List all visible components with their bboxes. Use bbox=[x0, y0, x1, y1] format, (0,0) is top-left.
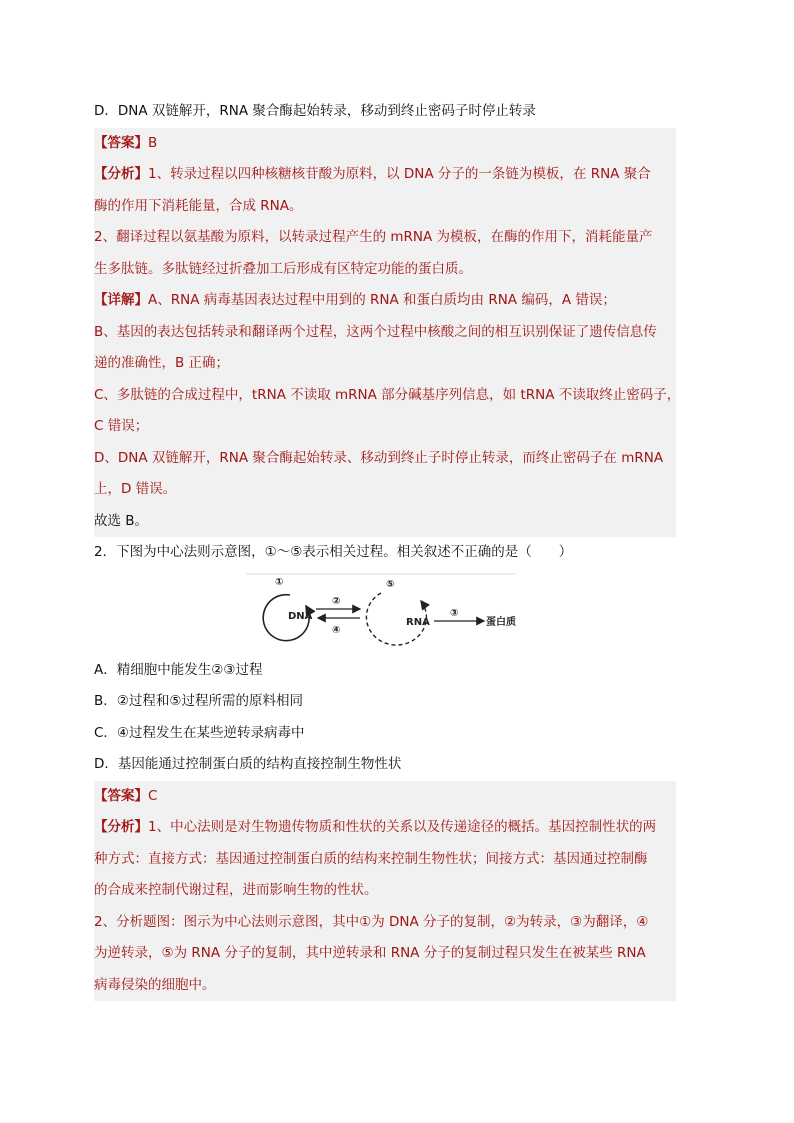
analysis-text: 1、中心法则是对生物遗传物质和性状的关系以及传递途径的概括。基因控制性状的两 bbox=[148, 819, 657, 835]
answer-value: C bbox=[148, 787, 158, 804]
q1-detail-line-1 bbox=[94, 285, 676, 317]
q1-analysis-line-4: 生多肽链。多肽链经过折叠加工后形成有区特定功能的蛋白质。 bbox=[94, 260, 472, 277]
detail-text: A、RNA 病毒基因表达过程中用到的 RNA 和蛋白质均由 RNA 编码，A 错误； bbox=[148, 292, 616, 308]
q2-option-c: C．④过程发生在某些逆转录病毒中 bbox=[94, 724, 305, 741]
label-process-3: ③ bbox=[450, 607, 459, 619]
label-process-5: ⑤ bbox=[386, 578, 395, 590]
rna-label: RNA bbox=[406, 616, 430, 628]
label-process-4: ④ bbox=[332, 624, 341, 636]
answer-tag: 【答案】 bbox=[94, 134, 148, 151]
q1-detail-line-3: 递的准确性，B 正确； bbox=[94, 355, 230, 371]
q2-analysis-line-5: 为逆转录，⑤为 RNA 分子的复制，其中逆转录和 RNA 分子的复制过程只发生在被某些 RNA bbox=[94, 945, 646, 961]
answer-value: B bbox=[148, 134, 158, 151]
analysis-tag: 【分析】 bbox=[94, 166, 148, 182]
q2-option-b: B．②过程和⑤过程所需的原料相同 bbox=[94, 693, 303, 709]
document-page bbox=[94, 96, 681, 1001]
q2-analysis-line-1 bbox=[94, 812, 676, 844]
q2-analysis-line-3: 的合成来控制代谢过程，进而影响生物的性状。 bbox=[94, 882, 378, 898]
q1-detail-line-2: B、基因的表达包括转录和翻译两个过程，这两个过程中核酸之间的相互识别保证了遗传信息传 bbox=[94, 323, 657, 340]
q1-solution-block bbox=[94, 128, 681, 538]
q1-detail-line-6: D、DNA 双链解开，RNA 聚合酶起始转录、移动到终止子时停止转录，而终止密码子在 mRNA bbox=[94, 449, 664, 466]
analysis-tag: 【分析】 bbox=[94, 819, 148, 835]
dna-label: DNA bbox=[288, 610, 313, 622]
q1-analysis-line-1 bbox=[94, 159, 676, 191]
analysis-text: 1、转录过程以四种核糖核苷酸为原料，以 DNA 分子的一条链为模板，在 RNA 聚合 bbox=[148, 166, 651, 182]
q1-conclusion: 故选 B。 bbox=[94, 512, 149, 529]
protein-label: 蛋白质 bbox=[486, 616, 516, 628]
q1-analysis-line-3: 2、翻译过程以氨基酸为原料，以转录过程产生的 mRNA 为模板，在酶的作用下，消耗能量产 bbox=[94, 229, 653, 245]
q2-option-a: A．精细胞中能发生②③过程 bbox=[94, 661, 263, 678]
q2-analysis-line-6: 病毒侵染的细胞中。 bbox=[94, 976, 216, 993]
q2-stem: 2．下图为中心法则示意图，①～⑤表示相关过程。相关叙述不正确的是（ ） bbox=[94, 544, 573, 560]
central-dogma-diagram bbox=[246, 573, 526, 651]
label-process-1: ① bbox=[275, 576, 284, 588]
q1-detail-line-7: 上，D 错误。 bbox=[94, 481, 177, 497]
q2-option-d: D．基因能通过控制蛋白质的结构直接控制生物性状 bbox=[94, 756, 402, 772]
q1-analysis-line-2: 酶的作用下消耗能量，合成 RNA。 bbox=[94, 197, 303, 214]
answer-tag: 【答案】 bbox=[94, 787, 148, 804]
q2-solution-block bbox=[94, 781, 676, 1002]
detail-tag: 【详解】 bbox=[94, 292, 148, 308]
q2-analysis-line-4: 2、分析题图：图示为中心法则示意图，其中①为 DNA 分子的复制，②为转录，③为翻译，④ bbox=[94, 913, 649, 930]
label-process-2: ② bbox=[332, 595, 341, 607]
q1-detail-line-5: C 错误； bbox=[94, 418, 149, 434]
q1-detail-line-4: C、多肽链的合成过程中，tRNA 不读取 mRNA 部分碱基序列信息，如 tRNA 不读取终止密码子， bbox=[94, 386, 681, 403]
q1-option-d: D．DNA 双链解开，RNA 聚合酶起始转录，移动到终止密码子时停止转录 bbox=[94, 103, 536, 119]
central-dogma-figure bbox=[94, 573, 676, 651]
q1-answer-line bbox=[94, 128, 676, 160]
q2-answer-line bbox=[94, 781, 676, 813]
q2-analysis-line-2: 种方式：直接方式：基因通过控制蛋白质的结构来控制生物性状；间接方式：基因通过控制酶 bbox=[94, 850, 648, 867]
